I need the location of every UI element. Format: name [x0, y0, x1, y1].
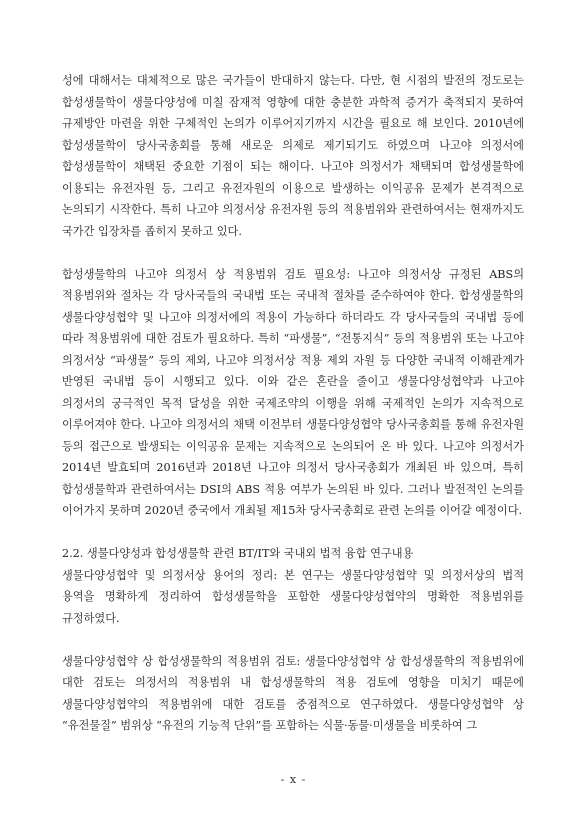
- nagoya-scope-paragraph: 합성생물학의 나고야 의정서 상 적용범위 검토 필요성: 나고야 의정서상 규정된 ABS의 적용범위와 절차는 각 당사국들의 국내법 또는 국내적 절차를 준수하여야 한다. 합성생물학의 생물다양성협약 및 나고야 의정서에의 적용이 가능하다 하더라도 각 당사국들의 국내법 등에 따라 적용범위에 대한 검토가 필요하다. 특히 “파생물”, “전통지식” 등의 적용범위 또는 나고야 의정서상 “파생물” 등의 제외, 나고야 의정서상 적용 제외 자원 등 다양한 국내적 이해관계가 반영된 국내법 등이 시행되고 있다. 이와 같은 혼란을 줄이고 생물다양성협약과 나고야 의정서의 궁극적인 목적 달성을 위한 국제조약의 이행을 위해 국제적인 논의가 지속적으로 이루어져야 한다. 나고야 의정서의 채택 이전부터 생물다양성협약 당사국총회를 통해 유전자원 등의 접근으로 발생되는 이익공유 문제는 지속적으로 논의되어 온 바 있다. 나고야 의정서가 2014년 발효되며 2016년과 2018년 나고야 의정서 당사국총회가 개최된 바 있으며, 특히 합성생물학과 관련하여서는 DSI의 ABS 적용 여부가 논의된 바 있다. 그러나 발전적인 논의를 이어가지 못하며 2020년 중국에서 개최될 제15차 당사국총회로 관련 논의를 이어갈 예정이다.: [62, 267, 524, 517]
- paragraph-spacer: [62, 629, 524, 651]
- paragraph-spacer: [62, 522, 524, 544]
- terminology-paragraph: 생물다양성협약 및 의정서상 용어의 정리: 본 연구는 생물다양성협약 및 의정서상의 법적 용역을 명확하게 정리하여 합성생물학을 포함한 생물다양성협약의 명확한 적용범위를 규정하였다.: [62, 568, 524, 625]
- section-heading: 2.2. 생물다양성과 합성생물학 관련 BT/IT와 국내외 법적 융합 연구내용: [62, 547, 414, 560]
- page-number: - x -: [280, 773, 307, 786]
- paragraph-spacer: [62, 242, 524, 264]
- cbd-scope-paragraph: 생물다양성협약 상 합성생물학의 적용범위 검토: 생물다양성협약 상 합성생물학의 적용범위에 대한 검토는 의정서의 적용범위 내 합성생물학의 적용 검토에 영향을 미치기 때문에 생물다양성협약의 적용범위에 대한 검토를 중점적으로 연구하였다. 생물다양성협약 상 “유전물질” 범위상 “유전의 기능적 단위”를 포함하는 식물·동물·미생물을 비롯하여 그: [62, 654, 524, 732]
- intro-paragraph: 성에 대해서는 대체적으로 많은 국가들이 반대하지 않는다. 다만, 현 시점의 발전의 정도로는 합성생물학이 생물다양성에 미칠 잠재적 영향에 대한 충분한 과학적 증거가 축적되지 못하여 규제방안 마련을 위한 구체적인 논의가 이루어지기까지 시간을 필요로 해 보인다. 2010년에 합성생물학이 당사국총회를 통해 새로운 의제로 제기되기도 하였으며 나고야 의정서에 합성생물학이 채택된 중요한 기점이 되는 해이다. 나고야 의정서가 채택되며 합성생물학에 이용되는 유전자원 등, 그리고 유전자원의 이용으로 발생하는 이익공유 문제가 본격적으로 논의되기 시작한다. 특히 나고야 의정서상 유전자원 등의 적용범위와 관련하여서는 현재까지도 국가간 입장차를 좁히지 못하고 있다.: [62, 74, 524, 238]
- document-body: [62, 70, 524, 737]
